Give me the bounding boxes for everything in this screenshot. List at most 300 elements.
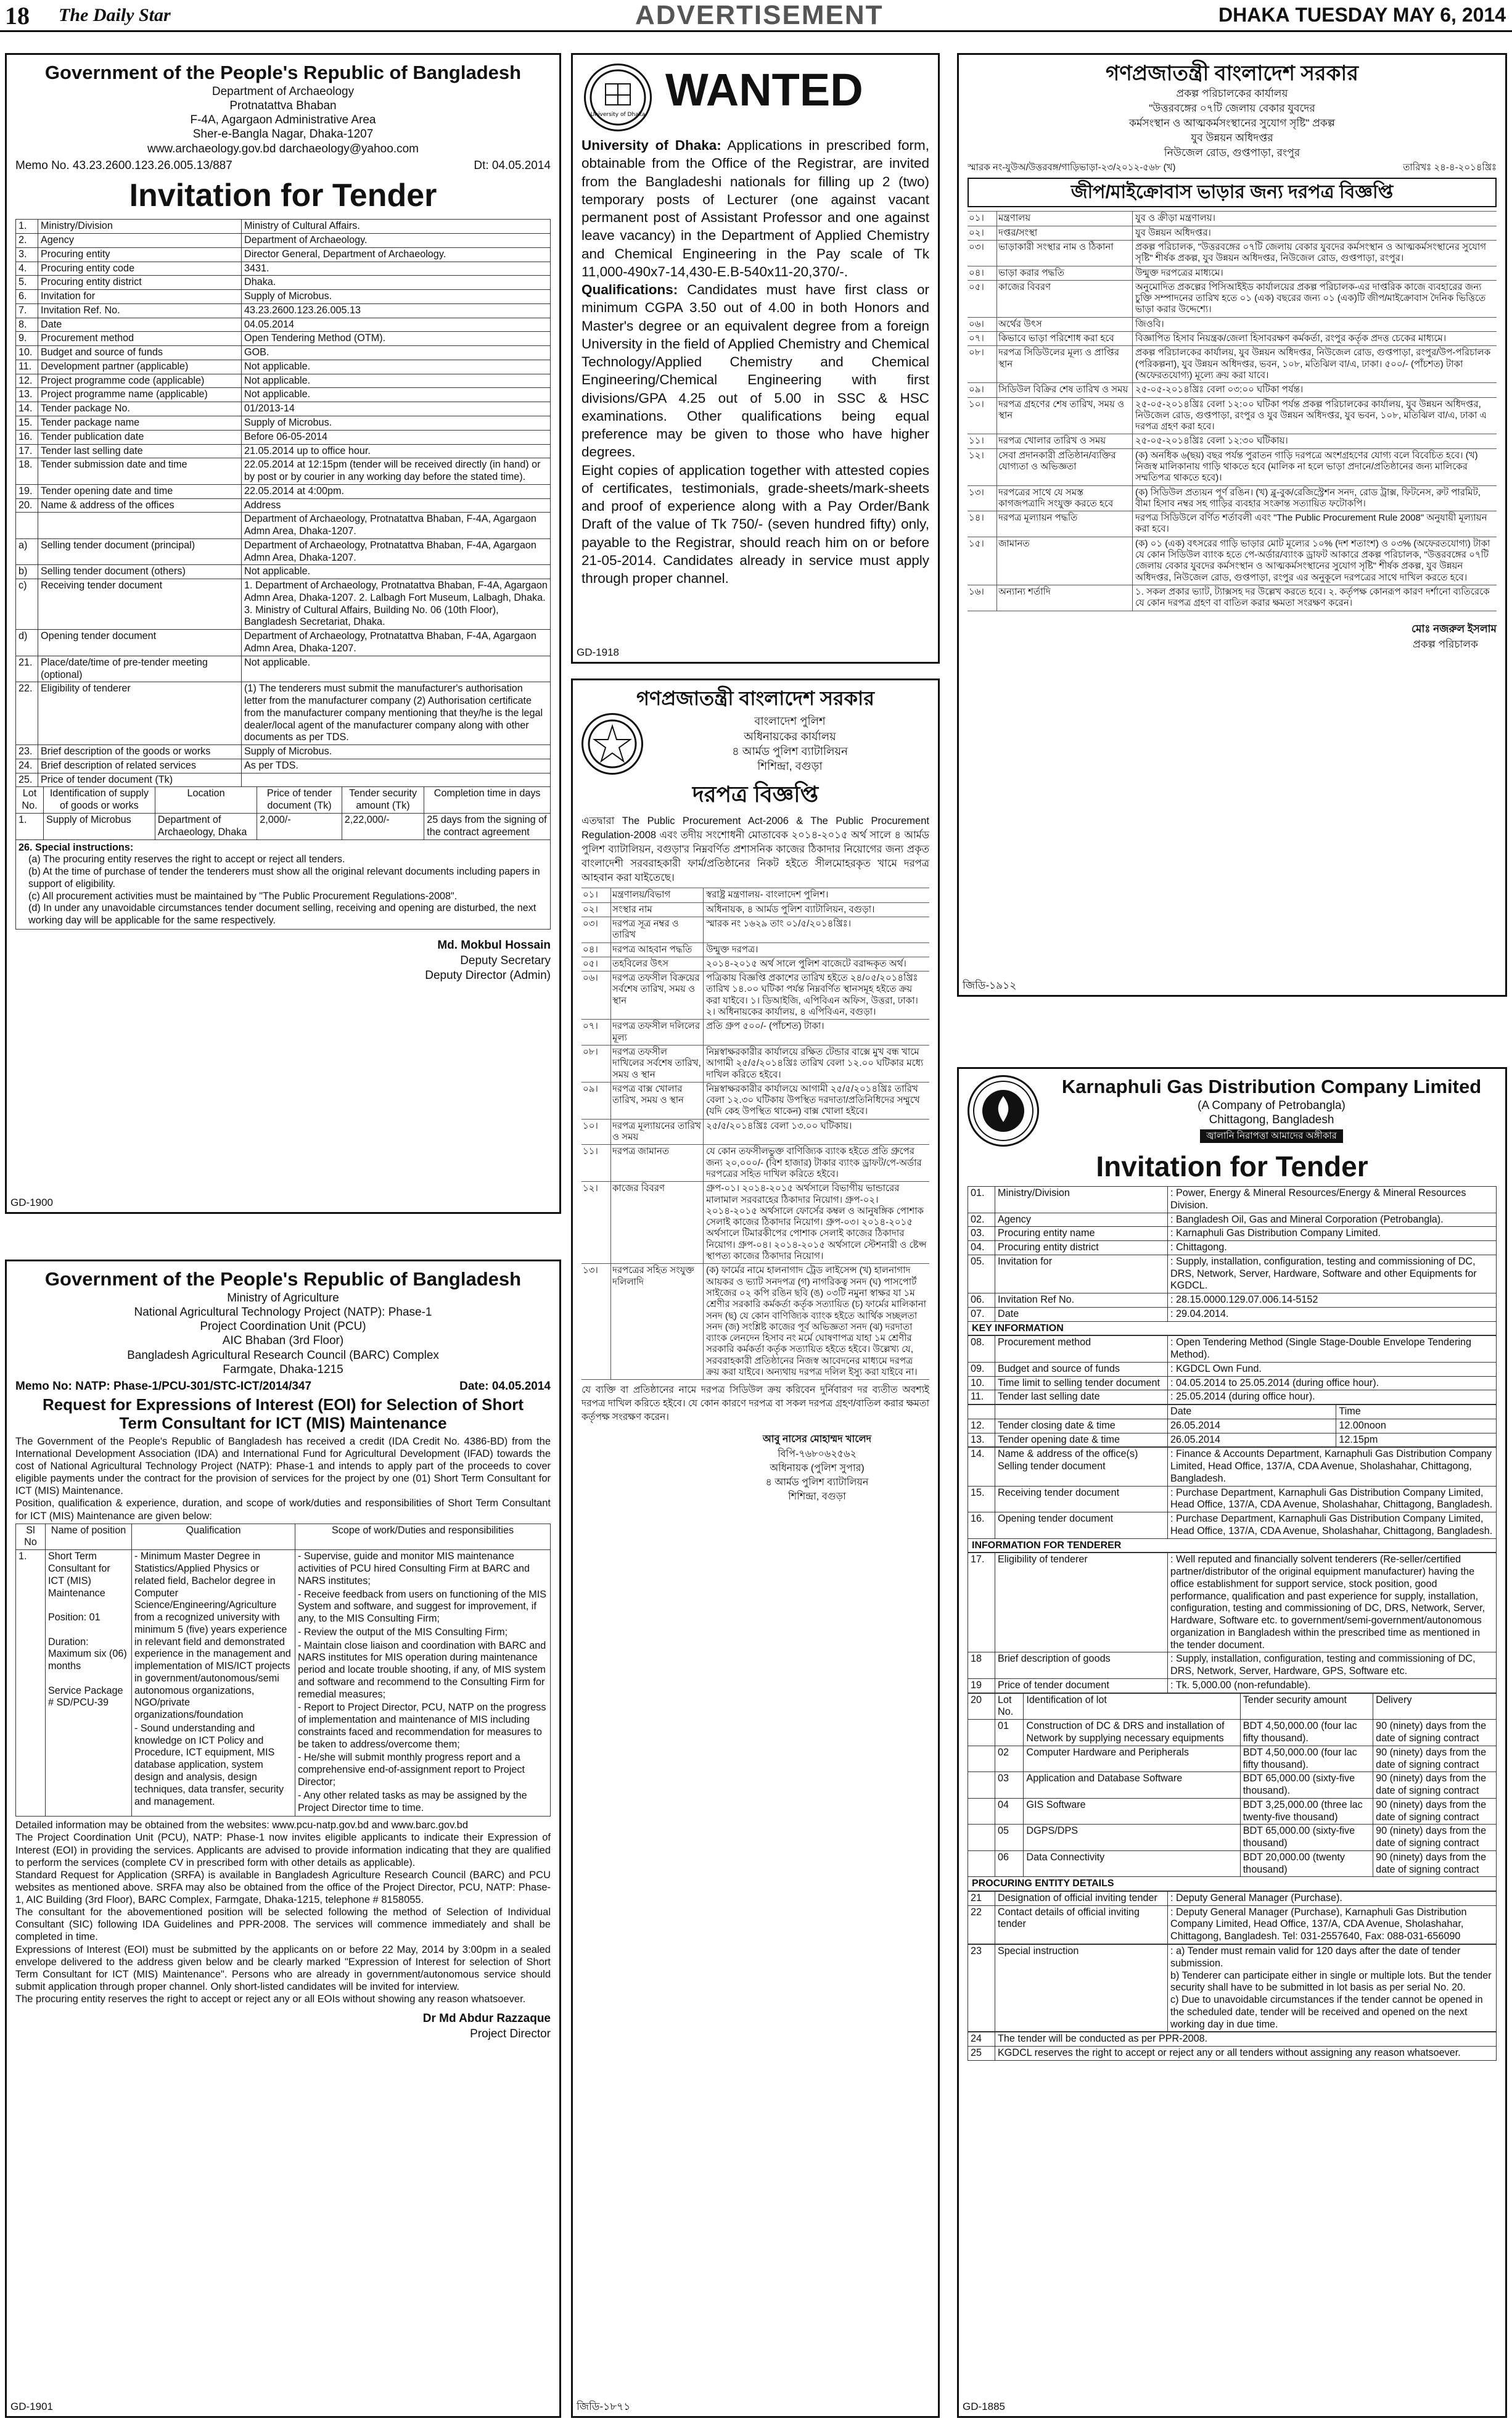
table-cell: Eligibility of tenderer [995,1553,1168,1652]
row-number: ১৪। [968,511,997,537]
row-value: ২৫-০৫-২০১৪খ্রিঃ বেলা ১২:০০ ঘটিকা পর্যন্ত প্রকল্প পরিচালকের কার্যালয়, যুব উন্নয়ন অধিদপ্তর, নিউজেল রোড, গুপ্তপাড়া, রংপুর ও যুব উন্নয়ন অধিদপ্তর, যুব ভবন, ১০৮, মতিঝিল বা/এ, ঢাকা এ দরপত্র গ্রহণ করা হবে। [1135,398,1487,432]
table-cell: Selling tender document (others) [38,565,242,579]
duty-item: - Report to Project Director, PCU, NATP on the progress of implementation and maintenance of MIS including constraints faced and recommendation for measures to be taken to address/overcome them; [298,1702,546,1750]
signer-place: শিশিন্দ্রা, বগুড়া [788,1491,846,1503]
row-label: জামানত [997,537,1133,585]
table-cell: 06. [968,1293,995,1308]
row-number: ০৫। [968,281,997,317]
tender-row [581,1083,929,1120]
table-row [968,1187,1497,1213]
table-cell: Department of Archaeology, Protnatattva Bhaban, F-4A, Agargaon Admn Area, Dhaka-1207. [242,538,551,565]
row-label: দরপত্রের সহিত সংযুক্ত দলিলাদি [611,1264,704,1379]
tender-row [968,434,1497,448]
signer-title: Project Director [470,2027,551,2040]
table-row [968,1227,1497,1241]
table-row [16,220,551,234]
tender-row [581,1020,929,1046]
row-value: ২০১৪-২০১৫ অর্থ সালে পুলিশ বাজেটে বরাদ্দকৃত অর্থ। [706,958,906,969]
tender-row [968,212,1497,226]
table-cell: : 04.05.2014 to 25.05.2014 (during office hour). [1168,1376,1497,1390]
row-number: ১২। [968,449,997,485]
row-label: দরপত্র মূল্যায়নের তারিখ ও সময় [611,1120,704,1145]
table-cell: BDT 65,000.00 (sixty-five thousand) [1240,1825,1373,1851]
table-row [968,1433,1497,1447]
row-label: মন্ত্রণালয়/বিভাগ [611,888,704,902]
masthead [0,0,1512,32]
special-item: (c) All procurement activities must be maintained by "The Public Procurement Regulations-2008". [28,890,458,902]
special-item: (a) The procuring entity reserves the right to accept or reject all tenders. [28,854,345,865]
table-cell: 23. [16,745,38,759]
agency-title: Government of the People's Republic of Bangladesh [44,62,522,83]
table-cell: 16. [16,430,38,444]
tender-row [581,888,929,902]
table-cell: 14. [16,402,38,416]
row-label: মন্ত্রণালয় [997,212,1133,225]
table-cell: BDT 3,25,000.00 (three lac twenty-five thousand) [1240,1798,1373,1825]
table-cell: 07. [968,1308,995,1322]
table-cell: 02. [968,1213,995,1227]
ad-code: GD-1885 [963,2401,1005,2413]
tender-row [581,1145,929,1182]
lot-table [15,786,551,839]
row-label: দপ্তর/সংস্থা [997,226,1133,240]
table-cell: Date [995,1308,1168,1322]
table-cell: Tender publication date [38,430,242,444]
office-line: যুব উন্নয়ন অধিদপ্তর [1191,131,1273,144]
tender-row [968,266,1497,281]
table-row [968,1419,1497,1433]
lot-row [968,1850,1497,1877]
table-cell: : Purchase Department, Karnaphuli Gas Distribution Company Limited, Head Office, 137/A, CDA Avenue, Sholashahar, Chittagong, Bangladesh. [1168,1486,1497,1512]
row-number: ০২। [968,226,997,240]
memo-number: Memo No. 43.23.2600.123.26.005.13/887 [15,159,232,172]
table-cell: Department of Archaeology, Dhaka [155,813,257,839]
row-number: ০৫। [581,957,611,971]
table-cell: Brief description of related services [38,759,242,773]
table-cell: Director General, Department of Archaeology. [242,247,551,262]
row-label: সংস্থার নাম [611,903,704,917]
qualification-list [132,1550,295,1817]
table-cell: Price of tender document (Tk) [38,773,242,787]
table-row [16,745,551,759]
table-cell: Not applicable. [242,360,551,374]
memo-date: Date: 04.05.2014 [459,1379,551,1393]
row-value: ২৫-০৫-২০১৪খ্রিঃ বেলা ১২:৩০ ঘটিকায়। [1135,435,1288,447]
tender-row [968,585,1497,611]
column-header: Time [1336,1405,1497,1419]
memo-number: Memo No: NATP: Phase-1/PCU-301/STC-ICT/2014/347 [15,1379,312,1393]
table-cell: Procurement method [995,1336,1168,1363]
table-cell: 01. [968,1187,995,1213]
table-cell: 13. [968,1433,995,1447]
table-cell: Procurement method [38,332,242,346]
row-number: ০৭। [968,332,997,345]
row-number: ০২। [581,903,611,917]
signer-name: আবু নাসের মোহাম্মদ খালেদ [762,1434,872,1445]
table-cell: Procuring entity district [38,276,242,290]
ad-title: গণপ্রজাতন্ত্রী বাংলাদেশ সরকার [636,687,874,709]
table-cell: Selling tender document (principal) [38,538,242,565]
row-label: দরপত্র মূল্যায়ন পদ্ধতি [997,511,1133,537]
row-label: অন্যান্য শর্তাদি [997,585,1133,611]
ad-header [15,61,551,156]
row-value: ২৫-০৫-২০১৪খ্রিঃ বেলা ০৩:০০ ঘটিকা পর্যন্ত। [1135,384,1304,395]
table-cell: 17. [968,1553,995,1652]
table-cell: : 29.04.2014. [1168,1308,1497,1322]
table-cell [38,513,242,539]
table-cell: 2,22,000/- [342,813,424,839]
table-row [968,1241,1497,1255]
lot-row [968,1746,1497,1772]
table-cell: Brief description of goods [995,1652,1168,1679]
table-cell: 4. [16,262,38,276]
table-cell: : 25.05.2014 (during office hour). [1168,1390,1497,1404]
table-cell: b) [16,565,38,579]
table-row [968,2047,1497,2061]
table-cell: Place/date/time of pre-tender meeting (optional) [38,656,242,682]
duties-list [295,1550,551,1817]
table-cell: Before 06-05-2014 [242,430,551,444]
header-line: National Agricultural Technology Project (NATP): Phase-1 [134,1305,432,1319]
date-time-table [968,1404,1497,1447]
table-cell: Tender package No. [38,402,242,416]
table-row [968,1891,1497,1905]
table-cell: Ministry of Cultural Affairs. [242,220,551,234]
paragraph: Standard Request for Application (SRFA) is available in Bangladesh Agriculture Research Council (BARC) and PCU websites as mentioned above. SRFA may also be obtained from the office of the Project Director, PCU, NATP: Phase-1, AIC Building (3rd Floor), BARC Complex, Farmgate, Dhaka-1215, telephone # 8158055. [15,1869,551,1906]
memo-date: তারিখঃ ২৪-৪-২০১৪খ্রিঃ [1403,162,1497,173]
issue-date: DHAKA TUESDAY MAY 6, 2014 [1218,4,1506,26]
ad-kgdcl-tender [957,1067,1507,2418]
table-cell: 6. [16,290,38,304]
signature-block [15,938,551,984]
emblem-icon [586,717,639,770]
table-cell: 2. [16,234,38,248]
table-cell: 15. [968,1486,995,1512]
ad-code: GD-1901 [10,2401,53,2413]
row-label: কিভাবে ভাড়া পরিশোধ করা হবে [997,332,1133,345]
table-cell: Invitation for [995,1255,1168,1293]
table-cell [16,513,38,539]
table-cell: 3431. [242,262,551,276]
header-line: Department of Archaeology [212,85,355,98]
table-cell: Tender last selling date [995,1390,1168,1404]
table-cell: 18. [16,458,38,485]
row-value: গ্রুপ-০১। ২০১৪-২০১৫ অর্থসালে বিভাগীয় ভান্ডারের মালামাল সরবরাহের ঠিকাদার নিয়োগ। গ্রুপ-০২। ২০১৪-২০১৫ অর্থসালে ফোর্সের কম্বল ও আনুষঙ্গিক পোশাক সেলাই কাজের ঠিকাদার নিয়োগ। গ্রুপ-০৩। ২০১৪-২০১৫ অর্থসালে টিমারকীপের পোশাক সেলাই কাজের ঠিকাদার নিয়োগ। গ্রুপ-০৪। ২০১৪-২০১৫ অর্থসালে স্টেশনারী ও ষ্টেপ্স স্থাপত্য কাজের ঠিকাদার নিয়োগ। [706,1183,927,1262]
tender-row [968,383,1497,397]
table-row [16,234,551,248]
memo-line [15,1379,551,1393]
header-line: Ministry of Agriculture [227,1291,339,1305]
table-cell: : Deputy General Manager (Purchase), Karnaphuli Gas Distribution Company Limited, Head Office, 137/A, CDA Avenue, Sholashahar, Chittagong, Bangladesh. Tel: 031-2557640, Fax: 088-031-656090 [1168,1905,1497,1944]
tender-row [968,486,1497,512]
row-number: 23 [968,1945,995,2032]
table-row [968,1553,1497,1652]
tender-row [581,1182,929,1264]
company-logo [968,1075,1039,1147]
row-label: দরপত্র বাক্স খোলার তারিখ, সময় ও স্থান [611,1083,704,1119]
special-items [1168,1945,1497,2032]
row-number: ১৩। [968,486,997,511]
row-value: (ক) অনধিক ৬(ছয়) বছর পর্যন্ত পুরাতন গাড়ি দরপত্রে অংশগ্রহণের যোগ্য বলে বিবেচিত হবে। (খ) নিজস্ব মালিকানায় গাড়ি থাকতে হবে (মালিক না হলে ভাড়া প্রদানে/প্রতিষ্ঠানের জন্য মালিকের সম্মতিপত্র থাকতে হবে)। [1135,450,1478,484]
row-number: ০৮। [968,346,997,382]
column-header: Delivery [1373,1693,1497,1720]
table-row [16,538,551,565]
paragraph: Detailed information may be obtained from the websites: www.pcu-natp.gov.bd and www.barc.gov.bd [15,1820,469,1831]
table-cell: : Finance & Accounts Department, Karnaphuli Gas Distribution Company Limited, Head Office, 137/A, CDA Avenue, Sholashahar, Chittagong, Bangladesh. [1168,1448,1497,1486]
ad-title: গণপ্রজাতন্ত্রী বাংলাদেশ সরকার [1105,62,1358,85]
table-cell: 22. [16,682,38,745]
table-row [16,346,551,360]
signer-name: Md. Mokbul Hossain [437,938,551,952]
table-cell: 03 [995,1772,1024,1799]
table-cell: BDT 65,000.00 (sixty-five thousand). [1240,1772,1373,1799]
ad-wanted [571,53,940,664]
tender-row [968,332,1497,346]
table-cell: BDT 4,50,000.00 (four lac fifty thousand). [1240,1720,1373,1746]
table-cell: : Bangladesh Oil, Gas and Mineral Corporation (Petrobangla). [1168,1213,1497,1227]
intro-paragraph: এতদ্বারা The Public Procurement Act-2006 & The Public Procurement Regulation-2008 এবং তদীয় সংশোধনী মোতাবেক ২০১৪-২০১৫ অর্থ সালে ৪ আর্মড পুলিশ ব্যাটালিয়ন, বগুড়া'র নিম্নবর্ণিত প্রশাসনিক কাজের ঠিকাদার নিয়োগের জন্য প্রকৃত বাংলাদেশী সরবরাহকারী ফার্ম/প্রতিষ্ঠানের নিকট হইতে সীলমোহরকৃত খামে দরপত্র আহবান করা যাইতেছে। [581,815,929,884]
ad-police-tender [571,678,940,2418]
row-label: দরপত্রের সাথে যে সমস্ত কাগজপত্রাদি সংযুক্ত করতে হবে [997,486,1133,511]
row-number: ১০। [968,398,997,434]
table-cell: 90 (ninety) days from the date of signing contract [1373,1850,1497,1877]
table-cell: : Supply, installation, configuration, testing and commissioning of DC, DRS, Network, Server, Hardware, GPS, Software etc. [1168,1652,1497,1679]
table-cell: 21 [968,1891,995,1905]
table-cell: 22.05.2014 at 12:15pm (tender will be received directly (in hand) or by post or by courier in any working day before the stated time). [242,458,551,485]
memo-line [968,162,1497,173]
table-cell: Tender package name [38,416,242,431]
body-text: University of Dhaka: Applications in prescribed form, obtainable from the Office of the Registrar, are invited from the Bangladeshi nationals for filling up 2 (two) temporary posts of Lecturer (one against vacant permanent post of Assistant Professor and one against leave vacancy) in the Department of Applied Chemistry and Chemical Engineering in the Pay scale of Tk 11,000-490x7-14,430-E.B-540x11-20,370/-. Qualifications: Candidates must have first class or minimum CGPA 3.50 out of 4.00 in both Honors and Master's degree or an equivalent degree from a foreign University in the field of Applied Chemistry and Chemical Technology/Applied Chemistry and Chemical Engineering/Chemical Engineering with first divisions/GPA 4.25 out of 5.00 in SSC & HSC examinations. Other qualifications being equal preference may be given to those who have higher degrees. Eight copies of application together with attested copies of certificates, testimonials, grade-sheets/mark-sheets and proof of experience along with a Pay Order/Bank Draft of the value of Tk 750/- (seven hundred fifty) only, payable to the Registrar, should reach him on or before 21-05-2014. Candidates already in service must apply through proper channel. [581,138,930,586]
row-number: ০১। [968,212,997,225]
table-cell: : Karnaphuli Gas Distribution Company Limited. [1168,1227,1497,1241]
lot-row [16,813,551,839]
row-label: সিডিউল বিক্রির শেষ তারিখ ও সময় [997,383,1133,397]
row-label: দরপত্র গ্রহণের শেষ তারিখ, সময় ও স্থান [997,398,1133,434]
info-table [968,1553,1497,1693]
table-cell: 15. [16,416,38,431]
table-cell: Tender closing date & time [995,1419,1168,1433]
table-cell: Construction of DC & DRS and installation of Network by supplying necessary equipments [1024,1720,1240,1746]
header-line: Sher-e-Bangla Nagar, Dhaka-1207 [192,128,374,141]
special-instructions [15,840,551,930]
header-line: Farmgate, Dhaka-1215 [223,1363,343,1376]
column-header: Date [1168,1405,1336,1419]
row-number: ১৬। [968,585,997,611]
table-row [968,1390,1497,1404]
table-cell: Ministry/Division [38,220,242,234]
table-cell: Not applicable. [242,374,551,388]
paper-name: The Daily Star [59,5,171,25]
row-label: ভাড়াকারী সংস্থার নাম ও ঠিকানা [997,241,1133,266]
table-row [968,1905,1497,1944]
qualification-item: - Sound understanding and knowledge on ICT Policy and Procedure, ICT equipment, MIS database application, system design and analysis, design techniques, data transfer, security and management. [134,1722,284,1807]
header-line: www.archaeology.gov.bd darchaeology@yahoo.com [147,142,419,155]
ad-code: GD-1900 [10,1197,53,1209]
table-cell: 43.23.2600.123.26.005.13 [242,303,551,318]
row-value: স্মারক নং ১৬২৯ তাং ০১/৫/২০১৪খ্রিঃ। [706,918,852,929]
row-value: প্রতি গ্রুপ ৫০০/- (পাঁচশত) টাকা। [706,1021,824,1032]
closing-paragraph: যে ব্যক্তি বা প্রতিষ্ঠানের নামে দরপত্র সিডিউল ক্রয় করিবেন দুর্নিবারণ দর ব্যতীত অবশ্যই দরপত্র দাখিল করিতে হইবে। যে কোন কারণে দরপত্র বা সকল দরপত্র গ্রহণ/বাতিল করার ক্ষমতা কর্তৃপক্ষ সংরক্ষণ করেন। [581,1385,929,1422]
signer-name: Dr Md Abdur Razzaque [422,2012,551,2026]
special-item: b) Tenderer can participate either in single or multiple lots. But the tender security shall have to be submitted in lot basis as per serial No. 20. [1170,1969,1492,1994]
special-item: : a) Tender must remain valid for 120 days after the date of tender submission. [1170,1945,1461,1969]
table-cell: Tender last selling date [38,444,242,458]
table-cell: 26.05.2014 [1168,1433,1336,1447]
row-value: যুব উন্নয়ন অধিদপ্তর। [1135,227,1211,238]
column-header: Tender security amount [1240,1693,1373,1720]
table-row [16,484,551,498]
table-cell: DGPS/DPS [1024,1825,1240,1851]
table-cell: GIS Software [1024,1798,1240,1825]
tender-row [581,1046,929,1083]
table-cell: 90 (ninety) days from the date of signing contract [1373,1720,1497,1746]
table-row [968,1213,1497,1227]
address-table [968,1447,1497,1538]
paragraph: The Project Coordination Unit (PCU), NATP: Phase-1 now invites eligible applicants to indicate their Expression of Interest (EOI) in providing the services. Applicants are advised to provide information indicating that they are qualified to perform the services (complete CV in prescribed form with other details as applicable). [15,1832,551,1868]
table-cell: Department of Archaeology, Protnatattva Bhaban, F-4A, Agargaon Admn Area, Dhaka-1207. [242,630,551,656]
table-cell: 11. [968,1390,995,1404]
row-value: (ক) সিডিউল প্রত্যয়ন পূর্ণ রঙিন। (খ) ব্লু-বুক/রেজিস্ট্রেশন সনদ, রোড ট্রাক্স, ফিটনেস, রুট পারমিট, বীমা হিসাব নম্বর সহ গাড়ির ব্যবহার সংক্রান্ত সত্যায়িত ফটোকপি। [1135,487,1481,509]
table-cell: 5. [16,276,38,290]
table-row [968,1255,1497,1293]
company-name: Karnaphuli Gas Distribution Company Limited [1061,1076,1482,1097]
row-value: উন্মুক্ত দরপত্রের মাধ্যমে। [1135,267,1223,278]
row-number: ১১। [581,1145,611,1181]
row-label: দরপত্র সূত্র নম্বর ও তারিখ [611,917,704,942]
table-cell: 14. [968,1448,995,1486]
key-info-table [968,1335,1497,1404]
position-count: Position: 01 [48,1612,101,1623]
table-cell: 25 [968,2047,995,2061]
row-value: অনুমোদিত প্রকল্পের পিসিআইইড কার্যালয়ের প্রকল্প পরিচালক-এর দাপ্তরিক কাজে ব্যবহারের জন্য চুক্তি সম্পাদনের তারিখ হতে ০১ (এক) বছরের জন্য ০১ (এক)টি জীপ/মাইক্রোবাস দৈনিক ভিত্তিতে ভাড়া করার উদ্দেশ্যে। [1135,281,1486,315]
table-cell: 22.05.2014 at 4:00pm. [242,484,551,498]
row-label: দরপত্র খোলার তারিখ ও সময় [997,434,1133,448]
table-cell: Price of tender document [995,1678,1168,1693]
table-cell: Department of Archaeology, Protnatattva Bhaban, F-4A, Agargaon Admn Area, Dhaka-1207. [242,513,551,539]
header-line: Protnatattva Bhaban [229,99,337,112]
table-cell: 24 [968,2032,995,2047]
row-label: অর্থের উৎস [997,318,1133,331]
table-cell: Receiving tender document [38,579,242,630]
tender-row [968,346,1497,383]
table-row [968,1448,1497,1486]
lot-table [968,1693,1497,1878]
ad-archaeology-tender [5,53,561,1214]
table-cell: 04.05.2014 [242,318,551,332]
position-duration: Duration: Maximum six (06) months [48,1636,127,1672]
position-name: Short Term Consultant for ICT (MIS) Maintenance [48,1551,110,1599]
row-number: ১২। [581,1182,611,1263]
table-row [16,402,551,416]
office-line: অধিনায়কের কার্যালয় [744,730,836,743]
svg-text:University of Dhaka: University of Dhaka [590,112,646,118]
table-cell: Development partner (applicable) [38,360,242,374]
table-cell: Agency [995,1213,1168,1227]
table-cell: Computer Hardware and Peripherals [1024,1746,1240,1772]
lot-header-row [16,787,551,814]
memo-date: Dt: 04.05.2014 [474,159,551,172]
row-value: স্বরাষ্ট্র মন্ত্রণালয়- বাংলাদেশ পুলিশ। [706,889,829,901]
table-cell: 10. [16,346,38,360]
row-number: ০৩। [968,241,997,266]
table-cell: 12.00noon [1336,1419,1497,1433]
office-lines [651,714,929,773]
table-cell: 02 [995,1746,1024,1772]
ad-title: Invitation for Tender [129,177,437,213]
lot-header-row [968,1693,1497,1720]
row-label: সেবা প্রদানকারী প্রতিষ্ঠান/ব্যক্তির যোগ্যতা ও অভিজ্ঞতা [997,449,1133,485]
row-number: ১১। [968,434,997,448]
table-cell: 2,000/- [257,813,342,839]
column-header: Lot No. [995,1693,1024,1720]
table-row [16,430,551,444]
notice-title: জীপ/মাইক্রোবাস ভাড়ার জন্য দরপত্র বিজ্ঞপ্তি [968,178,1497,208]
table-row [16,290,551,304]
paragraph: Expressions of Interest (EOI) must be submitted by the applicants on or before 22 May, 2014 by 3:00pm in a sealed envelope delivered to the address given below and be clearly marked "Expression of Interest for selection of Short Term Consultant for ICT (MIS) Maintenance". Persons who are already in government/autonomous service should submit application through proper channel. Only short-listed candidates will be invited for interview. [15,1944,551,1992]
table-cell: 90 (ninety) days from the date of signing contract [1373,1746,1497,1772]
section-key-info: KEY INFORMATION [968,1322,1497,1336]
table-row [968,1945,1497,2032]
company-city: Chittagong, Bangladesh [1209,1113,1334,1126]
table-cell: 1. [16,220,38,234]
signer-title: প্রকল্প পরিচালক [1413,638,1478,651]
position-table: Sl No Name of position Qualification Scope of work/Duties and responsibilities 1. Short Term Consultant for ICT (MIS) Maintenance Position: 01 Duration: Maximum six (06) months Service Package # SD/PCU-39 - Minimum Master Degree in Statistics/Applied Physics or related field, Bachelor degree in Computer Science/Engineering/Agriculture from a recognized university with minimum 5 (five) years experience in relevant field and demonstrated experience in the management and implementation of MIS/ICT projects in government/autonomous/semi autonomous organizations, NGO/private organizations/foundation - Sound understanding and knowledge on ICT Policy and Procedure, ICT equipment, MIS database application, system design and analysis, design techniques, data transfer, security and management. - Supervise, guide and monitor MIS maintenance activities of PCU hired Consulting Firm at BARC and NARS institutes; - Receive feedback from users on functioning of the MIS System and software, and suggest for improvement, if any, to the MIS Consulting Firm; - Review the output of the MIS Consulting Firm; - Maintain close liaison and coordination with BARC and NARS institutes for MIS operation during maintenance period and locate trouble shooting, if any, of MIS system and software and recommend to the Consulting Firm for remedial measures; - Report to Project Director, PCU, NATP on the progress of implementation and maintenance of MIS including constraints faced and recommendation for measures to be taken to address/overcome them; - He/she will submit monthly progress report and a comprehensive end-of-assignment report to Project Director; - Any other related tasks as may be assigned by the Project Director time to time. [15,1524,551,1817]
table-cell: Ministry/Division [995,1187,1168,1213]
table-cell: Tender opening date and time [38,484,242,498]
table-cell: Brief description of the goods or works [38,745,242,759]
table-row [968,1308,1497,1322]
table-cell: The tender will be conducted as per PPR-2008. [995,2032,1497,2047]
table-cell: Procuring entity name [995,1227,1168,1241]
row-number: ১৫। [968,537,997,585]
column-header: Location [155,787,257,814]
table-cell: 26.05.2014 [1168,1419,1336,1433]
table-row [16,498,551,513]
table-cell: Not applicable. [242,656,551,682]
table-cell: Supply of Microbus. [242,745,551,759]
table-row [968,1376,1497,1390]
table-cell: d) [16,630,38,656]
signer-title: Deputy Secretary [460,954,551,967]
table-row [16,262,551,276]
table-row [16,682,551,745]
table-cell: Dhaka. [242,276,551,290]
tender-table [15,219,551,787]
table-row [968,1486,1497,1512]
table-cell: 13. [16,388,38,402]
table-cell: Department of Archaeology. [242,234,551,248]
row-label: দরপত্র তফসীল দাখিলের সর্বশেষ তারিখ, সময় ও স্থান [611,1046,704,1082]
signer-name: মোঃ নজরুল ইসলাম [1411,622,1497,635]
table-row [16,656,551,682]
office-line: শিশিন্দ্রা, বগুড়া [757,760,823,773]
table-row [16,759,551,773]
row-value: পত্রিকায় বিজ্ঞপ্তি প্রকাশের তারিখ হইতে ২৪/০৫/২০১৪খ্রিঃ তারিখ ১৪.০০ ঘটিকা পর্যন্ত নিম্নবর্ণিত স্থানসমূহ হইতে ক্রয় করা যাইবে। ১। ডিআইজি, এপিবিএন অফিস, উত্তরা, ঢাকা। ২। অধিনায়কের কার্যালয়, ৪ এপিবিএন, বগুড়া। [706,973,918,1018]
header-line: Bangladesh Agricultural Research Council (BARC) Complex [127,1348,439,1362]
ad-title: Request for Expressions of Interest (EOI) for Selection of Short Term Consultant for ICT (MIS) Maintenance [42,1395,524,1432]
table-cell: 22 [968,1905,995,1944]
table-cell: Tender opening date & time [995,1433,1168,1447]
table-cell: 16. [968,1512,995,1539]
row-number: ০৯। [581,1083,611,1119]
table-cell: Tender submission date and time [38,458,242,485]
table-cell: 90 (ninety) days from the date of signing contract [1373,1798,1497,1825]
office-line: কর্মসংস্থান ও আত্মকর্মসংস্থানের সুযোগ সৃষ্টি" প্রকল্প [1129,117,1335,130]
table-row [968,1336,1497,1363]
lot-row [968,1825,1497,1851]
qualification-item: - Minimum Master Degree in Statistics/Applied Physics or related field, Bachelor degree in Computer Science/Engineering/Agriculture from a recognized university with minimum 5 (five) years experience in relevant field and demonstrated experience in the management and implementation of MIS/ICT projects in government/autonomous/semi autonomous organizations, NGO/private organizations/foundation [134,1551,291,1721]
section-label: ADVERTISEMENT [635,0,884,30]
